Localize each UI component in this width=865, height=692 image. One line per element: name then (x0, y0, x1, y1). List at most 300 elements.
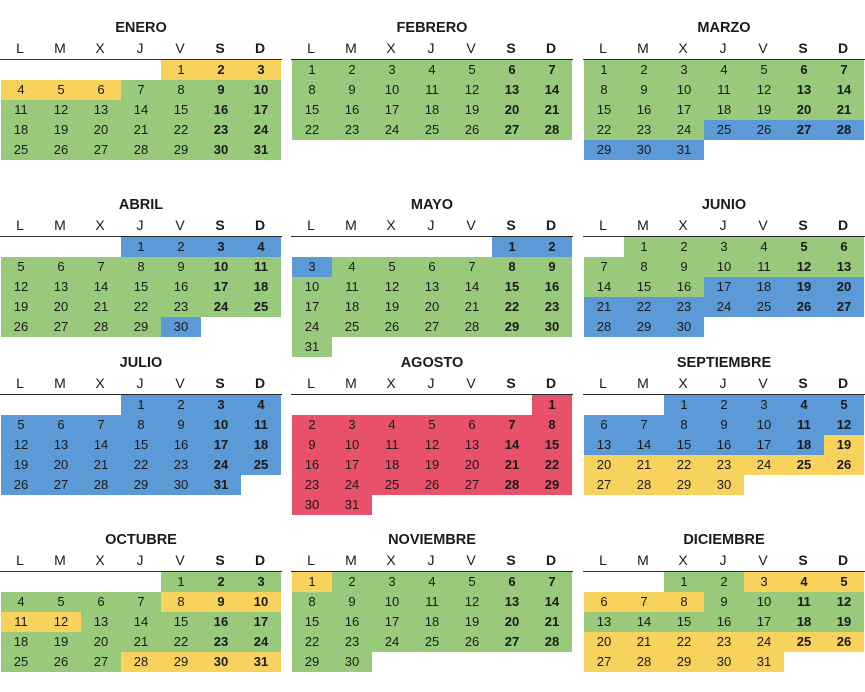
day-cell: 3 (332, 415, 372, 435)
day-cell: 13 (824, 257, 864, 277)
month-octubre (0, 530, 282, 692)
day-cell: 2 (532, 237, 572, 257)
weekday-header: L (599, 217, 607, 233)
day-cell: 23 (664, 297, 704, 317)
day-cell: 25 (241, 297, 281, 317)
weekday-header: V (466, 552, 476, 568)
day-cell: 15 (584, 100, 624, 120)
day-cell: 19 (41, 120, 81, 140)
day-cell: 4 (744, 237, 784, 257)
weekday-header: M (54, 552, 66, 568)
day-cell: 25 (1, 652, 41, 672)
day-cell: 25 (372, 475, 412, 495)
day-cell: 24 (372, 120, 412, 140)
day-cell: 7 (824, 60, 864, 80)
day-cell: 1 (161, 572, 201, 592)
day-cell: 26 (41, 140, 81, 160)
day-cell: 28 (452, 317, 492, 337)
day-cell: 29 (584, 140, 624, 160)
day-cell: 30 (704, 652, 744, 672)
day-cell: 31 (664, 140, 704, 160)
day-cell: 1 (584, 60, 624, 80)
day-cell: 9 (201, 592, 241, 612)
day-cell: 26 (372, 317, 412, 337)
weekday-header: J (719, 40, 727, 56)
day-cell: 8 (161, 80, 201, 100)
day-cell: 22 (121, 455, 161, 475)
day-cell: 5 (784, 237, 824, 257)
day-cell: 20 (492, 612, 532, 632)
weekday-header: V (175, 375, 185, 391)
day-cell: 18 (412, 612, 452, 632)
day-cell: 12 (824, 415, 864, 435)
day-cell: 18 (241, 277, 281, 297)
weekday-header: V (175, 217, 185, 233)
day-cell: 20 (492, 100, 532, 120)
weekday-header: V (466, 40, 476, 56)
month-mayo (291, 195, 573, 357)
day-cell: 19 (824, 435, 864, 455)
weekday-header: J (427, 552, 435, 568)
day-cell: 12 (1, 435, 41, 455)
day-cell: 28 (121, 140, 161, 160)
day-cell: 26 (824, 455, 864, 475)
day-cell: 24 (744, 632, 784, 652)
day-cell: 9 (664, 257, 704, 277)
day-cell: 2 (161, 395, 201, 415)
day-cell: 10 (332, 435, 372, 455)
day-cell: 5 (41, 592, 81, 612)
weekday-header: L (599, 552, 607, 568)
day-cell: 4 (332, 257, 372, 277)
day-cell: 20 (584, 455, 624, 475)
weekday-header: D (545, 375, 557, 391)
day-cell: 12 (41, 612, 81, 632)
weekday-header: L (307, 40, 315, 56)
day-cell: 25 (784, 455, 824, 475)
day-cell: 22 (532, 455, 572, 475)
day-cell: 31 (201, 475, 241, 495)
day-cell: 22 (492, 297, 532, 317)
day-cell: 24 (704, 297, 744, 317)
day-cell: 3 (201, 237, 241, 257)
day-cell: 26 (452, 632, 492, 652)
month-title: JUNIO (701, 197, 747, 213)
day-cell: 2 (332, 572, 372, 592)
day-cell: 19 (452, 612, 492, 632)
month-junio (583, 195, 865, 357)
day-cell: 30 (201, 652, 241, 672)
day-cell: 27 (81, 140, 121, 160)
day-cell: 26 (41, 652, 81, 672)
day-cell: 11 (1, 612, 41, 632)
day-cell: 10 (241, 592, 281, 612)
day-cell: 16 (704, 435, 744, 455)
month-title: SEPTIEMBRE (676, 355, 772, 371)
day-cell: 16 (292, 455, 332, 475)
day-cell: 3 (201, 395, 241, 415)
day-cell: 17 (292, 297, 332, 317)
day-cell: 15 (161, 612, 201, 632)
day-cell: 8 (121, 415, 161, 435)
day-cell: 23 (532, 297, 572, 317)
day-cell: 24 (372, 632, 412, 652)
day-cell: 5 (744, 60, 784, 80)
day-cell: 11 (241, 257, 281, 277)
weekday-header: M (637, 375, 649, 391)
day-cell: 23 (332, 632, 372, 652)
day-cell: 6 (412, 257, 452, 277)
day-cell: 7 (584, 257, 624, 277)
day-cell: 29 (664, 652, 704, 672)
weekday-header: L (599, 40, 607, 56)
header-divider (291, 394, 573, 395)
day-cell: 27 (584, 652, 624, 672)
weekday-header: J (136, 217, 144, 233)
day-cell: 27 (584, 475, 624, 495)
day-cell: 11 (412, 592, 452, 612)
day-cell: 1 (532, 395, 572, 415)
weekday-header: V (175, 552, 185, 568)
day-cell: 13 (41, 277, 81, 297)
day-cell: 26 (1, 317, 41, 337)
day-cell: 25 (784, 632, 824, 652)
day-cell: 25 (332, 317, 372, 337)
weekday-header: M (54, 375, 66, 391)
day-cell: 27 (824, 297, 864, 317)
day-cell: 23 (161, 455, 201, 475)
day-cell: 20 (824, 277, 864, 297)
day-cell: 22 (664, 455, 704, 475)
day-cell: 30 (161, 475, 201, 495)
day-cell: 14 (532, 592, 572, 612)
day-cell: 1 (664, 572, 704, 592)
day-cell: 19 (784, 277, 824, 297)
day-cell: 30 (161, 317, 201, 337)
day-cell: 9 (332, 80, 372, 100)
day-cell: 25 (241, 455, 281, 475)
day-cell: 29 (121, 317, 161, 337)
day-cell: 17 (241, 100, 281, 120)
day-cell: 21 (121, 120, 161, 140)
month-septiembre (583, 353, 865, 515)
month-noviembre (291, 530, 573, 692)
month-title: JULIO (119, 355, 163, 371)
day-cell: 10 (292, 277, 332, 297)
day-cell: 29 (161, 652, 201, 672)
day-cell: 18 (241, 435, 281, 455)
day-cell: 30 (704, 475, 744, 495)
weekday-header: V (758, 217, 768, 233)
day-cell: 28 (81, 475, 121, 495)
weekday-header: M (345, 552, 357, 568)
day-cell: 7 (492, 415, 532, 435)
day-cell: 3 (744, 395, 784, 415)
day-cell: 26 (744, 120, 784, 140)
day-cell: 15 (664, 435, 704, 455)
day-cell: 23 (704, 632, 744, 652)
day-cell: 3 (241, 60, 281, 80)
day-cell: 26 (412, 475, 452, 495)
day-cell: 4 (1, 80, 41, 100)
weekday-header: S (215, 552, 225, 568)
day-cell: 16 (332, 100, 372, 120)
weekday-header: D (837, 552, 849, 568)
day-cell: 31 (292, 337, 332, 357)
day-cell: 29 (532, 475, 572, 495)
day-cell: 2 (704, 395, 744, 415)
day-cell: 21 (624, 455, 664, 475)
day-cell: 17 (332, 455, 372, 475)
month-title: ENERO (115, 20, 167, 36)
day-cell: 24 (292, 317, 332, 337)
weekday-header: S (798, 40, 808, 56)
day-cell: 1 (121, 395, 161, 415)
month-title: NOVIEMBRE (388, 532, 476, 548)
month-marzo (583, 18, 865, 180)
day-cell: 7 (81, 257, 121, 277)
day-cell: 21 (81, 455, 121, 475)
day-cell: 28 (624, 652, 664, 672)
month-febrero (291, 18, 573, 180)
day-cell: 28 (532, 120, 572, 140)
day-cell: 29 (161, 140, 201, 160)
day-cell: 1 (121, 237, 161, 257)
day-cell: 15 (492, 277, 532, 297)
day-cell: 23 (624, 120, 664, 140)
weekday-header: J (427, 40, 435, 56)
day-cell: 12 (452, 80, 492, 100)
day-cell: 14 (492, 435, 532, 455)
day-cell: 12 (784, 257, 824, 277)
day-cell: 18 (784, 435, 824, 455)
day-cell: 10 (664, 80, 704, 100)
weekday-header: D (545, 40, 557, 56)
day-cell: 20 (452, 455, 492, 475)
day-cell: 27 (492, 632, 532, 652)
day-cell: 2 (624, 60, 664, 80)
weekday-header: X (678, 217, 688, 233)
month-abril (0, 195, 282, 357)
weekday-header: D (837, 217, 849, 233)
day-cell: 1 (292, 572, 332, 592)
day-cell: 11 (1, 100, 41, 120)
day-cell: 18 (1, 632, 41, 652)
day-cell: 23 (201, 632, 241, 652)
day-cell: 3 (744, 572, 784, 592)
day-cell: 29 (292, 652, 332, 672)
day-cell: 24 (744, 455, 784, 475)
day-cell: 14 (532, 80, 572, 100)
weekday-header: J (136, 40, 144, 56)
day-cell: 24 (241, 632, 281, 652)
day-cell: 1 (492, 237, 532, 257)
day-cell: 28 (492, 475, 532, 495)
day-cell: 10 (372, 592, 412, 612)
day-cell: 19 (452, 100, 492, 120)
weekday-header: X (95, 40, 105, 56)
day-cell: 21 (824, 100, 864, 120)
day-cell: 22 (584, 120, 624, 140)
day-cell: 23 (201, 120, 241, 140)
day-cell: 4 (704, 60, 744, 80)
day-cell: 9 (332, 592, 372, 612)
day-cell: 16 (201, 612, 241, 632)
day-cell: 9 (624, 80, 664, 100)
weekday-header: X (678, 40, 688, 56)
day-cell: 9 (704, 415, 744, 435)
day-cell: 27 (492, 120, 532, 140)
day-cell: 12 (744, 80, 784, 100)
day-cell: 6 (81, 80, 121, 100)
month-title: DICIEMBRE (683, 532, 765, 548)
day-cell: 25 (412, 120, 452, 140)
weekday-header: D (545, 217, 557, 233)
month-title: ABRIL (118, 197, 164, 213)
weekday-header: L (16, 375, 24, 391)
weekday-header: V (466, 217, 476, 233)
day-cell: 15 (664, 612, 704, 632)
weekday-header: L (307, 375, 315, 391)
day-cell: 7 (532, 572, 572, 592)
day-cell: 13 (584, 612, 624, 632)
day-cell: 22 (121, 297, 161, 317)
weekday-header: J (719, 217, 727, 233)
day-cell: 21 (584, 297, 624, 317)
day-cell: 22 (624, 297, 664, 317)
day-cell: 29 (664, 475, 704, 495)
weekday-header: S (798, 552, 808, 568)
day-cell: 28 (824, 120, 864, 140)
weekday-header: D (545, 552, 557, 568)
day-cell: 14 (624, 435, 664, 455)
day-cell: 4 (412, 60, 452, 80)
day-cell: 14 (584, 277, 624, 297)
day-cell: 4 (412, 572, 452, 592)
day-cell: 7 (121, 80, 161, 100)
day-cell: 17 (744, 435, 784, 455)
day-cell: 3 (292, 257, 332, 277)
month-title: AGOSTO (400, 355, 464, 371)
day-cell: 5 (1, 415, 41, 435)
weekday-header: M (54, 217, 66, 233)
day-cell: 20 (81, 120, 121, 140)
day-cell: 7 (452, 257, 492, 277)
day-cell: 17 (372, 100, 412, 120)
day-cell: 18 (372, 455, 412, 475)
day-cell: 3 (372, 60, 412, 80)
weekday-header: D (837, 40, 849, 56)
day-cell: 3 (372, 572, 412, 592)
day-cell: 31 (744, 652, 784, 672)
day-cell: 6 (41, 415, 81, 435)
day-cell: 14 (121, 612, 161, 632)
day-cell: 30 (664, 317, 704, 337)
day-cell: 18 (744, 277, 784, 297)
day-cell: 5 (41, 80, 81, 100)
day-cell: 25 (1, 140, 41, 160)
day-cell: 4 (1, 592, 41, 612)
weekday-header: X (386, 375, 396, 391)
day-cell: 6 (492, 60, 532, 80)
day-cell: 6 (492, 572, 532, 592)
day-cell: 26 (1, 475, 41, 495)
day-cell: 16 (624, 100, 664, 120)
day-cell: 7 (532, 60, 572, 80)
weekday-header: L (16, 552, 24, 568)
weekday-header: X (95, 375, 105, 391)
day-cell: 1 (292, 60, 332, 80)
day-cell: 4 (372, 415, 412, 435)
weekday-header: M (345, 375, 357, 391)
day-cell: 4 (784, 572, 824, 592)
day-cell: 6 (784, 60, 824, 80)
day-cell: 10 (372, 80, 412, 100)
day-cell: 13 (492, 80, 532, 100)
weekday-header: S (215, 375, 225, 391)
day-cell: 10 (744, 592, 784, 612)
weekday-header: V (758, 40, 768, 56)
day-cell: 13 (492, 592, 532, 612)
day-cell: 27 (41, 317, 81, 337)
day-cell: 5 (824, 572, 864, 592)
day-cell: 27 (412, 317, 452, 337)
day-cell: 30 (532, 317, 572, 337)
day-cell: 18 (332, 297, 372, 317)
day-cell: 18 (1, 120, 41, 140)
month-title: FEBRERO (396, 20, 468, 36)
day-cell: 23 (292, 475, 332, 495)
day-cell: 18 (412, 100, 452, 120)
day-cell: 20 (584, 632, 624, 652)
day-cell: 13 (784, 80, 824, 100)
weekday-header: S (798, 375, 808, 391)
day-cell: 16 (332, 612, 372, 632)
day-cell: 8 (292, 592, 332, 612)
day-cell: 7 (624, 592, 664, 612)
day-cell: 1 (624, 237, 664, 257)
day-cell: 19 (41, 632, 81, 652)
day-cell: 21 (492, 455, 532, 475)
day-cell: 10 (201, 415, 241, 435)
day-cell: 12 (41, 100, 81, 120)
day-cell: 8 (492, 257, 532, 277)
day-cell: 20 (81, 632, 121, 652)
weekday-header: L (16, 40, 24, 56)
day-cell: 26 (452, 120, 492, 140)
weekday-header: D (254, 40, 266, 56)
day-cell: 26 (824, 632, 864, 652)
day-cell: 15 (624, 277, 664, 297)
day-cell: 8 (292, 80, 332, 100)
weekday-header: J (719, 375, 727, 391)
day-cell: 15 (161, 100, 201, 120)
day-cell: 23 (704, 455, 744, 475)
weekday-header: L (307, 217, 315, 233)
day-cell: 20 (41, 455, 81, 475)
month-enero (0, 18, 282, 180)
day-cell: 12 (412, 435, 452, 455)
day-cell: 21 (121, 632, 161, 652)
day-cell: 17 (201, 435, 241, 455)
day-cell: 6 (452, 415, 492, 435)
day-cell: 30 (332, 652, 372, 672)
day-cell: 28 (624, 475, 664, 495)
day-cell: 17 (372, 612, 412, 632)
weekday-header: V (758, 552, 768, 568)
day-cell: 19 (372, 297, 412, 317)
day-cell: 29 (492, 317, 532, 337)
